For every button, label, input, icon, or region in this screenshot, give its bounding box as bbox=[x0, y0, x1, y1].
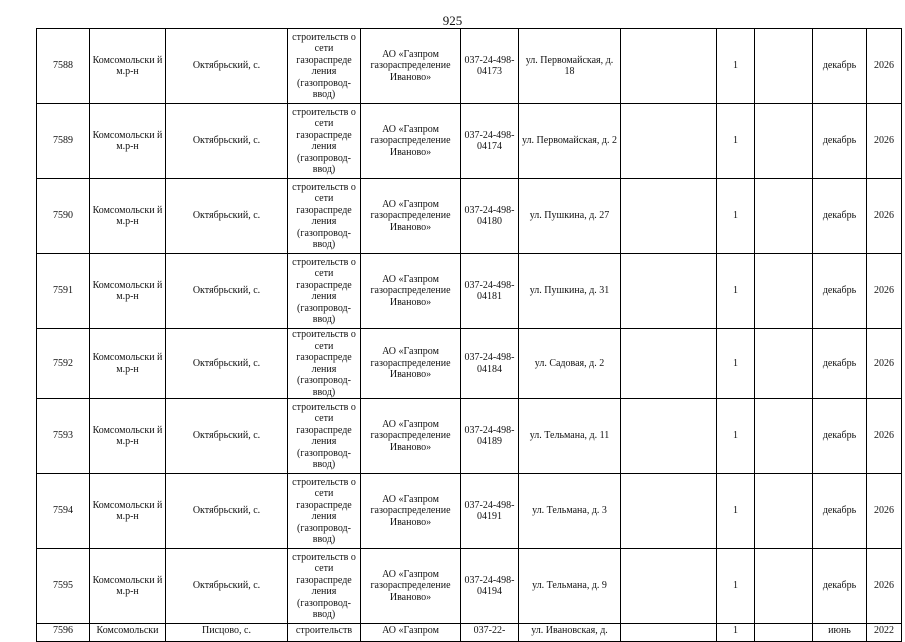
district-cell: Комсомольски й м.р-н bbox=[90, 329, 166, 399]
empty-cell bbox=[755, 474, 813, 549]
organization-cell: АО «Газпром газораспределение Иваново» bbox=[361, 399, 461, 474]
organization-cell: АО «Газпром газораспределение Иваново» bbox=[361, 29, 461, 104]
work-type-cell: строительств bbox=[288, 624, 361, 642]
registry-body bbox=[37, 29, 902, 642]
row-number-cell: 7591 bbox=[37, 254, 90, 329]
object-code-cell: 037-24-498-04184 bbox=[461, 329, 519, 399]
row-number-cell: 7593 bbox=[37, 399, 90, 474]
work-type-cell: строительств о сети газораспреде ления (газопровод-ввод) bbox=[288, 179, 361, 254]
table-row bbox=[37, 254, 902, 329]
year-cell: 2026 bbox=[867, 179, 902, 254]
locality-cell: Октябрьский, с. bbox=[166, 179, 288, 254]
month-cell: декабрь bbox=[813, 329, 867, 399]
work-type-cell: строительств о сети газораспреде ления (газопровод-ввод) bbox=[288, 399, 361, 474]
empty-cell bbox=[621, 549, 717, 624]
empty-cell bbox=[621, 254, 717, 329]
district-cell: Комсомольски й м.р-н bbox=[90, 29, 166, 104]
table-row bbox=[37, 329, 902, 399]
row-number-cell: 7592 bbox=[37, 329, 90, 399]
year-cell: 2022 bbox=[867, 624, 902, 642]
organization-cell: АО «Газпром газораспределение Иваново» bbox=[361, 549, 461, 624]
district-cell: Комсомольски й м.р-н bbox=[90, 254, 166, 329]
month-cell: декабрь bbox=[813, 549, 867, 624]
address-cell: ул. Тельмана, д. 3 bbox=[519, 474, 621, 549]
district-cell: Комсомольски bbox=[90, 624, 166, 642]
district-cell: Комсомольски й м.р-н bbox=[90, 179, 166, 254]
quantity-cell: 1 bbox=[717, 549, 755, 624]
organization-cell: АО «Газпром газораспределение Иваново» bbox=[361, 329, 461, 399]
work-type-cell: строительств о сети газораспреде ления (газопровод-ввод) bbox=[288, 104, 361, 179]
table-row bbox=[37, 29, 902, 104]
address-cell: ул. Пушкина, д. 31 bbox=[519, 254, 621, 329]
year-cell: 2026 bbox=[867, 549, 902, 624]
locality-cell: Октябрьский, с. bbox=[166, 399, 288, 474]
table-row bbox=[37, 624, 902, 642]
row-number-cell: 7589 bbox=[37, 104, 90, 179]
month-cell: июнь bbox=[813, 624, 867, 642]
organization-cell: АО «Газпром газораспределение Иваново» bbox=[361, 104, 461, 179]
district-cell: Комсомольски й м.р-н bbox=[90, 549, 166, 624]
table-row bbox=[37, 549, 902, 624]
address-cell: ул. Тельмана, д. 11 bbox=[519, 399, 621, 474]
work-type-cell: строительств о сети газораспреде ления (газопровод-ввод) bbox=[288, 29, 361, 104]
district-cell: Комсомольски й м.р-н bbox=[90, 474, 166, 549]
quantity-cell: 1 bbox=[717, 104, 755, 179]
object-code-cell: 037-24-498-04194 bbox=[461, 549, 519, 624]
year-cell: 2026 bbox=[867, 399, 902, 474]
quantity-cell: 1 bbox=[717, 474, 755, 549]
empty-cell bbox=[755, 179, 813, 254]
object-code-cell: 037-24-498-04173 bbox=[461, 29, 519, 104]
quantity-cell: 1 bbox=[717, 179, 755, 254]
row-number-cell: 7594 bbox=[37, 474, 90, 549]
table-row bbox=[37, 474, 902, 549]
quantity-cell: 1 bbox=[717, 29, 755, 104]
locality-cell: Октябрьский, с. bbox=[166, 29, 288, 104]
object-code-cell: 037-24-498-04189 bbox=[461, 399, 519, 474]
empty-cell bbox=[755, 329, 813, 399]
month-cell: декабрь bbox=[813, 29, 867, 104]
year-cell: 2026 bbox=[867, 104, 902, 179]
address-cell: ул. Пушкина, д. 27 bbox=[519, 179, 621, 254]
organization-cell: АО «Газпром газораспределение Иваново» bbox=[361, 474, 461, 549]
work-type-cell: строительств о сети газораспреде ления (газопровод-ввод) bbox=[288, 549, 361, 624]
empty-cell bbox=[755, 254, 813, 329]
object-code-cell: 037-24-498-04191 bbox=[461, 474, 519, 549]
locality-cell: Октябрьский, с. bbox=[166, 549, 288, 624]
object-code-cell: 037-24-498-04180 bbox=[461, 179, 519, 254]
address-cell: ул. Первомайская, д. 2 bbox=[519, 104, 621, 179]
locality-cell: Октябрьский, с. bbox=[166, 254, 288, 329]
district-cell: Комсомольски й м.р-н bbox=[90, 104, 166, 179]
locality-cell: Октябрьский, с. bbox=[166, 474, 288, 549]
row-number-cell: 7588 bbox=[37, 29, 90, 104]
empty-cell bbox=[621, 624, 717, 642]
month-cell: декабрь bbox=[813, 254, 867, 329]
row-number-cell: 7596 bbox=[37, 624, 90, 642]
empty-cell bbox=[621, 399, 717, 474]
empty-cell bbox=[755, 29, 813, 104]
year-cell: 2026 bbox=[867, 474, 902, 549]
month-cell: декабрь bbox=[813, 104, 867, 179]
organization-cell: АО «Газпром газораспределение Иваново» bbox=[361, 254, 461, 329]
empty-cell bbox=[621, 329, 717, 399]
object-code-cell: 037-22- bbox=[461, 624, 519, 642]
table-row bbox=[37, 399, 902, 474]
empty-cell bbox=[621, 474, 717, 549]
quantity-cell: 1 bbox=[717, 624, 755, 642]
row-number-cell: 7590 bbox=[37, 179, 90, 254]
empty-cell bbox=[755, 399, 813, 474]
address-cell: ул. Тельмана, д. 9 bbox=[519, 549, 621, 624]
address-cell: ул. Садовая, д. 2 bbox=[519, 329, 621, 399]
locality-cell: Писцово, с. bbox=[166, 624, 288, 642]
object-code-cell: 037-24-498-04174 bbox=[461, 104, 519, 179]
page-number: 925 bbox=[442, 13, 463, 28]
month-cell: декабрь bbox=[813, 474, 867, 549]
year-cell: 2026 bbox=[867, 329, 902, 399]
address-cell: ул. Ивановская, д. bbox=[519, 624, 621, 642]
locality-cell: Октябрьский, с. bbox=[166, 104, 288, 179]
row-number-cell: 7595 bbox=[37, 549, 90, 624]
work-type-cell: строительств о сети газораспреде ления (газопровод-ввод) bbox=[288, 474, 361, 549]
empty-cell bbox=[621, 104, 717, 179]
empty-cell bbox=[755, 549, 813, 624]
table-row bbox=[37, 179, 902, 254]
empty-cell bbox=[755, 624, 813, 642]
year-cell: 2026 bbox=[867, 254, 902, 329]
organization-cell: АО «Газпром газораспределение Иваново» bbox=[361, 179, 461, 254]
empty-cell bbox=[755, 104, 813, 179]
year-cell: 2026 bbox=[867, 29, 902, 104]
month-cell: декабрь bbox=[813, 399, 867, 474]
month-cell: декабрь bbox=[813, 179, 867, 254]
work-type-cell: строительств о сети газораспреде ления (газопровод-ввод) bbox=[288, 329, 361, 399]
registry-table bbox=[36, 28, 902, 642]
locality-cell: Октябрьский, с. bbox=[166, 329, 288, 399]
object-code-cell: 037-24-498-04181 bbox=[461, 254, 519, 329]
table-row bbox=[37, 104, 902, 179]
district-cell: Комсомольски й м.р-н bbox=[90, 399, 166, 474]
address-cell: ул. Первомайская, д. 18 bbox=[519, 29, 621, 104]
quantity-cell: 1 bbox=[717, 399, 755, 474]
work-type-cell: строительств о сети газораспреде ления (газопровод-ввод) bbox=[288, 254, 361, 329]
quantity-cell: 1 bbox=[717, 254, 755, 329]
organization-cell: АО «Газпром bbox=[361, 624, 461, 642]
empty-cell bbox=[621, 179, 717, 254]
empty-cell bbox=[621, 29, 717, 104]
quantity-cell: 1 bbox=[717, 329, 755, 399]
